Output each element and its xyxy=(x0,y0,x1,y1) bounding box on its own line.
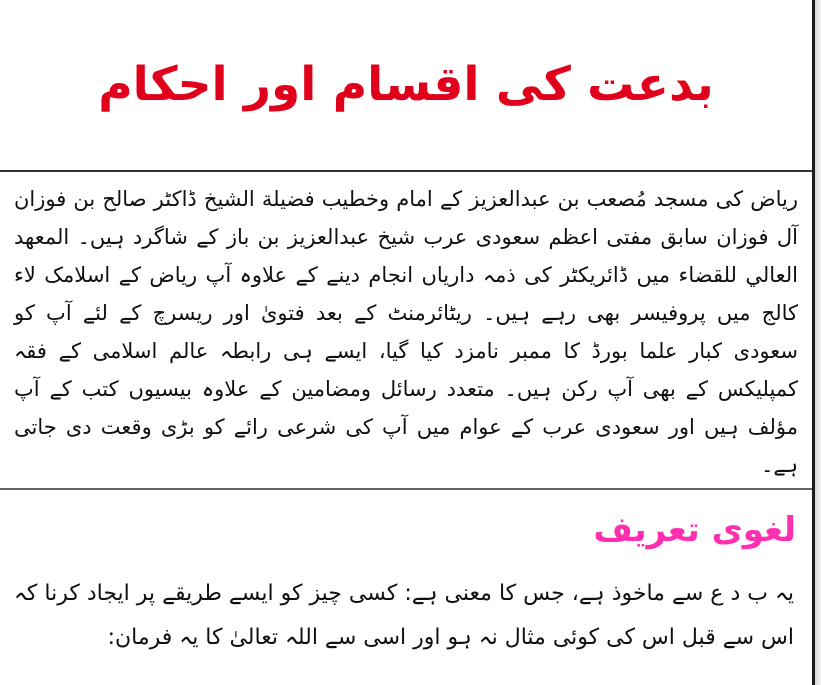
definition-paragraph: یہ ب د ع سے ماخوذ ہے، جس کا معنی ہے: کسی چیز کو ایسے طریقے پر ایجاد کرنا کہ اس سے قبل اس کی کوئی مثال نہ ہو اور اسی سے اللہ تعالیٰ کا یہ فرمان: xyxy=(14,581,794,650)
section-heading: لغوی تعریف xyxy=(593,510,796,550)
page-edge-shadow xyxy=(815,0,821,685)
author-bio-block xyxy=(0,172,812,490)
definition-block xyxy=(0,572,812,685)
title-block xyxy=(0,0,812,172)
page-title: بدعت کی اقسام اور احکام xyxy=(98,57,714,112)
author-bio-paragraph: ریاض کی مسجد مُصعب بن عبدالعزیز کے امام وخطیب فضيلة الشيخ ڈاکٹر صالح بن فوزان آل فوزان سابق مفتی اعظم سعودی عرب شیخ عبدالعزیز بن باز کے شاگرد ہیں۔ المعهد العالي للقضاء میں ڈائریکٹر کی ذمہ داریاں انجام دینے کے علاوہ آپ ریاض کے اسلامک لاء کالج میں پروفیسر بھی رہے ہیں۔ ریٹائرمنٹ کے بعد فتویٰ اور ریسرچ کے لئے آپ کو سعودی کبار علما بورڈ کا ممبر نامزد کیا گیا، ایسے ہی رابطہ عالم اسلامی کے فقہ کمپلیکس کے بھی آپ رکن ہیں۔ متعدد رسائل ومضامین کے علاوہ بیسیوں کتب کے آپ مؤلف ہیں اور سعودی عرب کے عوام میں آپ کی شرعی رائے کو بڑی وقعت دی جاتی ہے۔ xyxy=(14,187,798,477)
